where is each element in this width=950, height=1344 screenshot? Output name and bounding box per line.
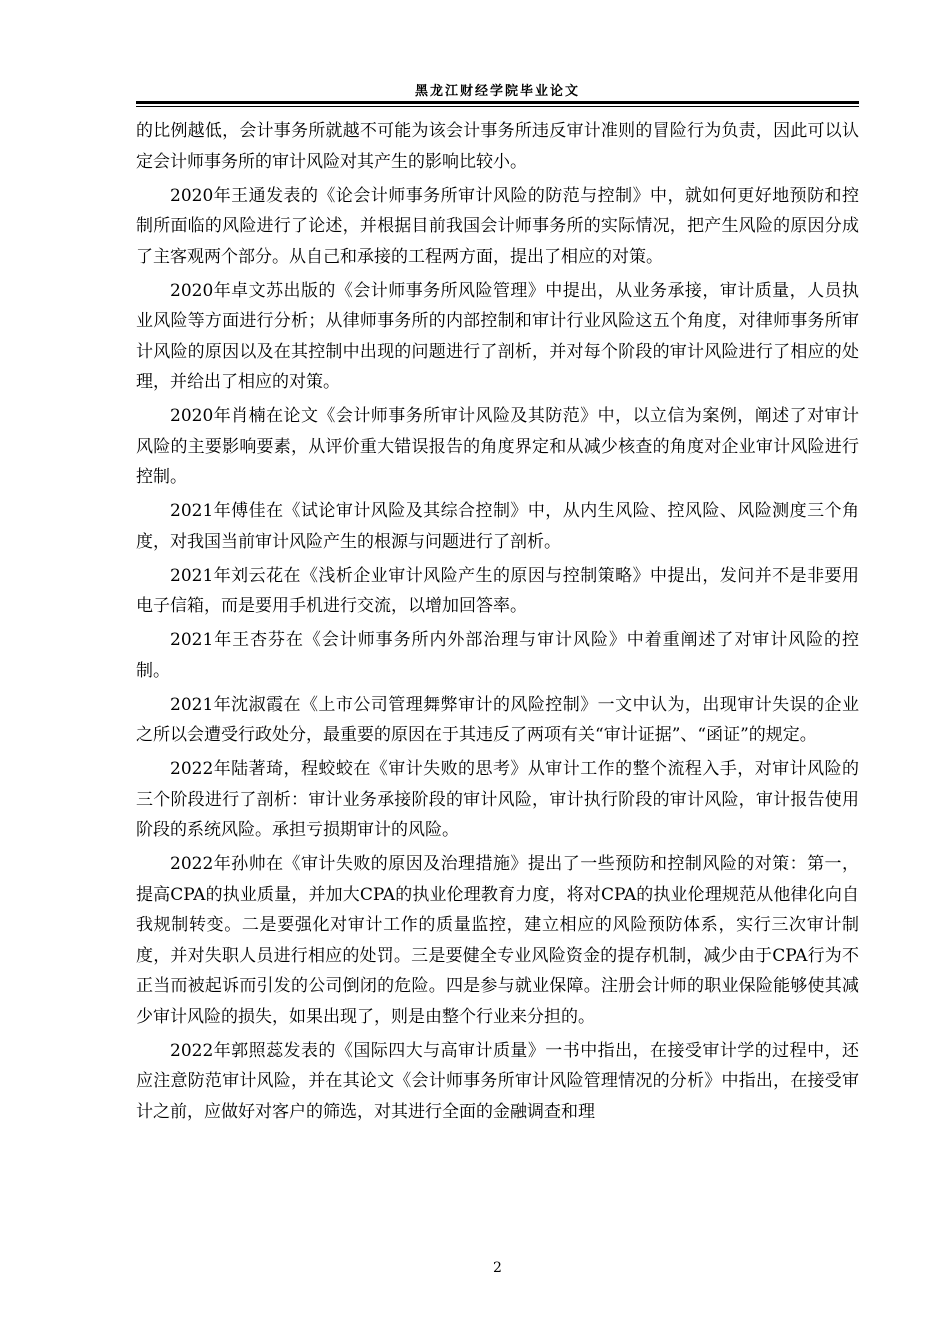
paragraph-liuyunhua-2021: 2021年刘云花在《浅析企业审计风险产生的原因与控制策略》中提出，发问并不是非要用电子信箱，而是要用手机进行交流，以增加回答率。 (136, 565, 859, 616)
paragraph-wangtong-2020: 2020年王通发表的《论会计师事务所审计风险的防范与控制》中，就如何更好地预防和控制所面临的风险进行了论述，并根据目前我国会计师事务所的实际情况，把产生风险的原因分成了主客观两个部分。从自己和承接的工程两方面，提出了相应的对策。 (136, 185, 859, 267)
paragraph-sunshuai-2022: 2022年孙帅在《审计失败的原因及治理措施》提出了一些预防和控制风险的对策：第一，提高CPA的执业质量，并加大CPA的执业伦理教育力度，将对CPA的执业伦理规范从他律化向自我规制转变。二是要强化对审计工作的质量监控，建立相应的风险预防体系，实行三次审计制度，并对失职人员进行相应的处罚。三是要健全专业风险资金的提存机制，减少由于CPA行为不正当而被起诉而引发的公司倒闭的危险。四是参与就业保障。注册会计师的职业保险能够使其减少审计风险的损失，如果出现了，则是由整个行业来分担的。 (136, 854, 859, 1027)
paragraph-fujia-2021: 2021年傅佳在《试论审计风险及其综合控制》中，从内生风险、控风险、风险测度三个角度，对我国当前审计风险产生的根源与问题进行了剖析。 (136, 501, 859, 552)
page-number: 2 (493, 1260, 502, 1276)
paragraph-guozhaorui-2022: 2022年郭照蕊发表的《国际四大与高审计质量》一书中指出，在接受审计学的过程中，还应注意防范审计风险，并在其论文《会计师事务所审计风险管理情况的分析》中指出，在接受审计之前，应做好对客户的筛选，对其进行全面的金融调查和理 (136, 1040, 859, 1122)
paragraph-continuation: 的比例越低，会计事务所就越不可能为该会计事务所违反审计准则的冒险行为负责，因此可以认定会计师事务所的审计风险对其产生的影响比较小。 (136, 121, 859, 172)
header-rule-thin (136, 106, 859, 107)
header-rule-thick (136, 101, 859, 104)
paragraph-wangxingfen-2021: 2021年王杏芬在《会计师事务所内外部治理与审计风险》中着重阐述了对审计风险的控制。 (136, 630, 859, 681)
page-header-title: 黑龙江财经学院毕业论文 (414, 84, 580, 99)
document-body (136, 116, 859, 1131)
paragraph-luzhuqi-2022: 2022年陆著琦，程蛟蛟在《审计失败的思考》从审计工作的整个流程入手，对审计风险的三个阶段进行了剖析：审计业务承接阶段的审计风险，审计执行阶段的审计风险，审计报告使用阶段的系统风险。承担亏损期审计的风险。 (136, 759, 859, 840)
paragraph-xiaonan-2020: 2020年肖楠在论文《会计师事务所审计风险及其防范》中，以立信为案例，阐述了对审计风险的主要影响要素，从评价重大错误报告的角度界定和从减少核查的角度对企业审计风险进行控制。 (136, 406, 859, 487)
paragraph-shenshuxia-2021: 2021年沈淑霞在《上市公司管理舞弊审计的风险控制》一文中认为，出现审计失误的企业之所以会遭受行政处分，最重要的原因在于其违反了两项有关“审计证据”、“函证”的规定。 (136, 694, 859, 745)
paragraph-zhuowensu-2020: 2020年卓文苏出版的《会计师事务所风险管理》中提出，从业务承接，审计质量，人员执业风险等方面进行分析；从律师事务所的内部控制和审计行业风险这五个角度，对律师事务所审计风险的原因以及在其控制中出现的问题进行了剖析，并对每个阶段的审计风险进行了相应的处理，并给出了相应的对策。 (136, 280, 859, 392)
